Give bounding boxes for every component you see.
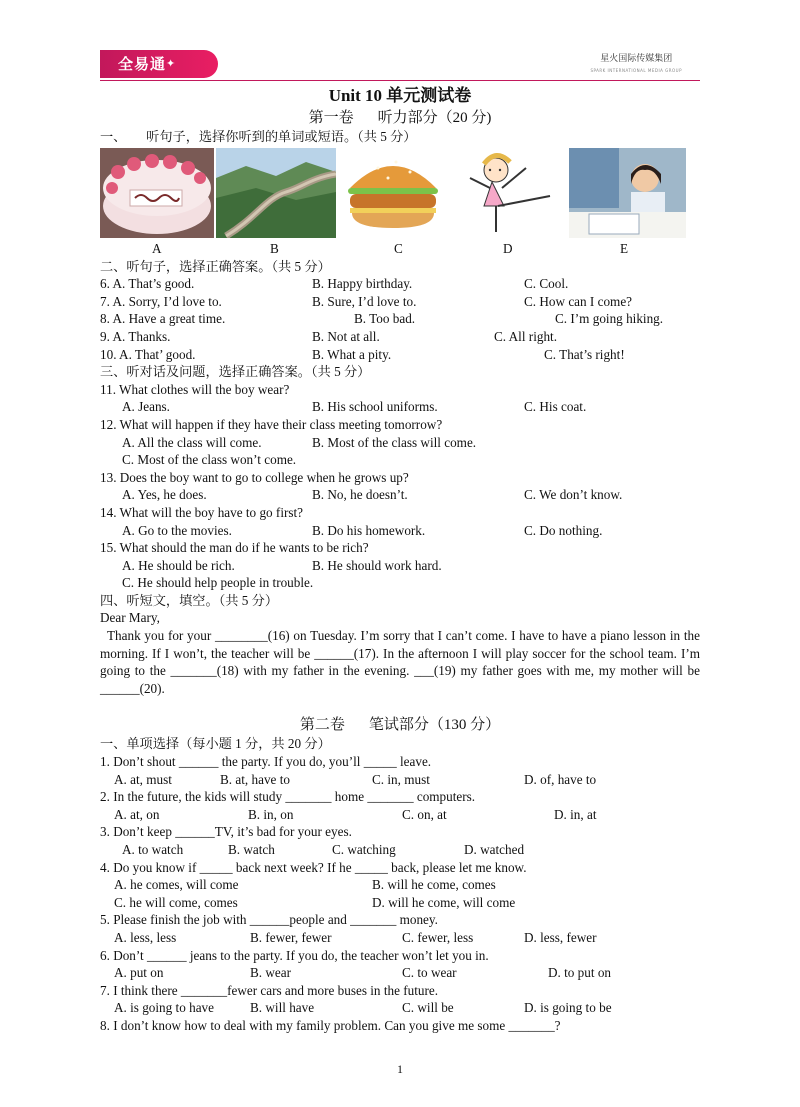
question-option-a: A. Yes, he does. (122, 487, 207, 503)
question-option-a: 7. A. Sorry, I’d love to. (100, 293, 222, 309)
question-option-b: B. will he come, comes (372, 877, 496, 893)
question-option-a: 10. A. That’ good. (100, 346, 196, 362)
question-option-c: C. fewer, less (402, 929, 474, 945)
cake-image (100, 148, 214, 238)
sec3-heading: 三、听对话及问题，选择正确答案。（共 5 分） (100, 364, 371, 380)
question-row (100, 398, 700, 416)
question-option-c: C. Do nothing. (524, 522, 603, 538)
question-option-a: A. at, must (114, 771, 172, 787)
part2-subtitle: 笔试部分（130 分） (368, 717, 501, 734)
question-stem: 7. I think there _______fewer cars and more buses in the future. (100, 982, 439, 998)
sec5-heading: 一、单项选择（每小题 1 分，共 20 分） (100, 736, 331, 752)
question-option-b: B. He should work hard. (312, 557, 442, 573)
question-option-a: A. He should be rich. (122, 557, 235, 573)
picture-label-b: B (270, 240, 279, 256)
question-option-c: C. How can I come? (524, 293, 633, 309)
publisher-name (590, 54, 682, 76)
publisher-sub: SPARK INTERNATIONAL MEDIA GROUP (590, 68, 682, 73)
spacer (100, 697, 700, 715)
question-row (100, 486, 700, 504)
question-row (100, 434, 700, 452)
homework-image (569, 148, 686, 238)
question-option-c: C. He should help people in trouble. (122, 575, 314, 591)
page-number: 1 (397, 1062, 403, 1076)
question-option-d: D. is going to be (524, 1000, 612, 1016)
exam-page (100, 84, 700, 1035)
question-option-c: C. he will come, comes (114, 894, 238, 910)
sec2-heading: 二、听句子，选择正确答案。（共 5 分） (100, 258, 331, 274)
question-option-a: A. put on (114, 965, 164, 981)
question-stem: 5. Please finish the job with ______people and _______ money. (100, 912, 438, 928)
question-option-b: B. Sure, I’d love to. (312, 293, 417, 309)
question-option-b: B. Not at all. (312, 328, 380, 344)
question-option-a: A. less, less (114, 929, 177, 945)
sec4-heading: 四、听短文，填空。（共 5 分） (100, 592, 279, 608)
picture-label-d: D (503, 240, 513, 256)
picture-labels (100, 240, 700, 258)
brand-logo-text: 全易通 (118, 55, 167, 73)
question-option-c: C. That’s right! (544, 346, 625, 362)
question-option-a: A. at, on (114, 806, 160, 822)
question-stem: 11. What clothes will the boy wear? (100, 381, 290, 397)
question-row (100, 929, 700, 947)
question-option-c: C. Cool. (524, 276, 569, 292)
dancer-image (460, 148, 560, 238)
picture-label-a: A (152, 240, 162, 256)
question-option-c: C. I’m going hiking. (555, 311, 664, 327)
question-stem: 1. Don’t shout ______ the party. If you do, you’ll _____ leave. (100, 754, 432, 770)
question-option-c: C. to wear (402, 965, 457, 981)
star-icon: ✦ (166, 57, 177, 70)
question-row (100, 557, 700, 575)
question-row (100, 522, 700, 540)
question-option-c: C. Most of the class won’t come. (122, 452, 297, 468)
question-option-d: D. of, have to (524, 771, 597, 787)
question-option-b: B. will have (250, 1000, 315, 1016)
question-option-b: B. in, on (248, 806, 294, 822)
question-stem: 14. What will the boy have to go first? (100, 504, 304, 520)
question-row (100, 275, 700, 293)
brand-logo (100, 50, 218, 78)
question-option-a: 9. A. Thanks. (100, 328, 171, 344)
part1-name: 第一卷 (308, 110, 354, 126)
question-row (100, 346, 700, 364)
great-wall-image (216, 148, 336, 238)
question-option-c: C. watching (332, 842, 396, 857)
question-row (100, 310, 700, 328)
question-option-c: C. All right. (494, 328, 558, 344)
question-option-b: B. at, have to (220, 771, 290, 787)
part1-subtitle: 听力部分（20 分) (377, 110, 492, 126)
question-option-b: B. Too bad. (354, 311, 416, 327)
question-option-b: B. What a pity. (312, 346, 392, 362)
question-option-a: A. All the class will come. (122, 434, 262, 450)
part1-title (100, 108, 700, 128)
picture-row (100, 148, 700, 240)
question-option-a: A. to watch (122, 842, 184, 857)
question-option-a: A. Go to the movies. (122, 522, 232, 538)
question-row (100, 894, 700, 912)
question-option-b: B. watch (228, 842, 275, 857)
question-option-b: B. Happy birthday. (312, 276, 413, 292)
question-row (100, 328, 700, 346)
question-stem: 8. I don’t know how to deal with my family problem. Can you give me some _______? (100, 1017, 561, 1033)
page-header (100, 50, 700, 80)
sec1-heading: 一、 听句子，选择你听到的单词或短语。（共 5 分） (100, 129, 417, 144)
question-row (100, 964, 700, 982)
question-stem: 4. Do you know if _____ back next week? If he _____ back, please let me know. (100, 859, 527, 875)
question-option-c: C. We don’t know. (524, 487, 623, 503)
question-option-b: B. His school uniforms. (312, 399, 438, 415)
question-stem: 15. What should the man do if he wants to be rich? (100, 540, 369, 556)
question-option-a: 6. A. That’s good. (100, 276, 195, 292)
header-divider (100, 80, 700, 81)
question-option-b: B. wear (250, 965, 292, 981)
part2-title (100, 715, 700, 735)
question-row (100, 293, 700, 311)
question-row (100, 876, 700, 894)
question-option-b: B. fewer, fewer (250, 929, 332, 945)
question-option-d: D. less, fewer (524, 929, 597, 945)
question-option-a: 8. A. Have a great time. (100, 311, 226, 327)
question-option-c: C. will be (402, 1000, 454, 1016)
question-option-c: C. His coat. (524, 399, 587, 415)
question-row (100, 771, 700, 789)
letter-greeting: Dear Mary, (100, 610, 160, 626)
question-option-b: B. No, he doesn’t. (312, 487, 408, 503)
part2-name: 第二卷 (299, 717, 345, 734)
question-option-d: D. in, at (554, 806, 597, 822)
question-row (100, 999, 700, 1017)
picture-label-e: E (620, 240, 629, 256)
question-stem: 3. Don’t keep ______TV, it’s bad for your eyes. (100, 824, 352, 840)
publisher-text: 星火国际传媒集团 (600, 54, 673, 64)
letter-body: Thank you for your ________(16) on Tuesday. I’m sorry that I can’t come. I have to have a piano lesson in the morning. If I won’t, the teacher will be ______(17). In the afternoon I will play soccer for the school team. I’m going to the _______(18) with my father in the evening. ___(19) my father goes with me, my mother will be ______(20). (100, 628, 700, 696)
question-option-a: A. is going to have (114, 1000, 214, 1016)
question-option-a: A. Jeans. (122, 399, 170, 415)
picture-label-c: C (394, 240, 403, 256)
page-title: Unit 10 单元测试卷 (328, 86, 472, 105)
question-option-c: C. on, at (402, 806, 447, 822)
question-stem: 2. In the future, the kids will study _______ home _______ computers. (100, 789, 476, 805)
question-option-b: B. Most of the class will come. (312, 434, 477, 450)
question-stem: 12. What will happen if they have their class meeting tomorrow? (100, 416, 443, 432)
question-option-d: D. watched (464, 842, 525, 857)
question-option-a: A. he comes, will come (114, 877, 239, 893)
question-row (100, 841, 700, 859)
hamburger-image (338, 148, 448, 238)
question-option-d: D. to put on (548, 965, 612, 981)
question-stem: 13. Does the boy want to go to college when he grows up? (100, 469, 409, 485)
question-option-d: D. will he come, will come (372, 894, 516, 910)
question-row (100, 806, 700, 824)
question-stem: 6. Don’t ______ jeans to the party. If you do, the teacher won’t let you in. (100, 947, 489, 963)
question-option-b: B. Do his homework. (312, 522, 426, 538)
question-option-c: C. in, must (372, 771, 430, 787)
